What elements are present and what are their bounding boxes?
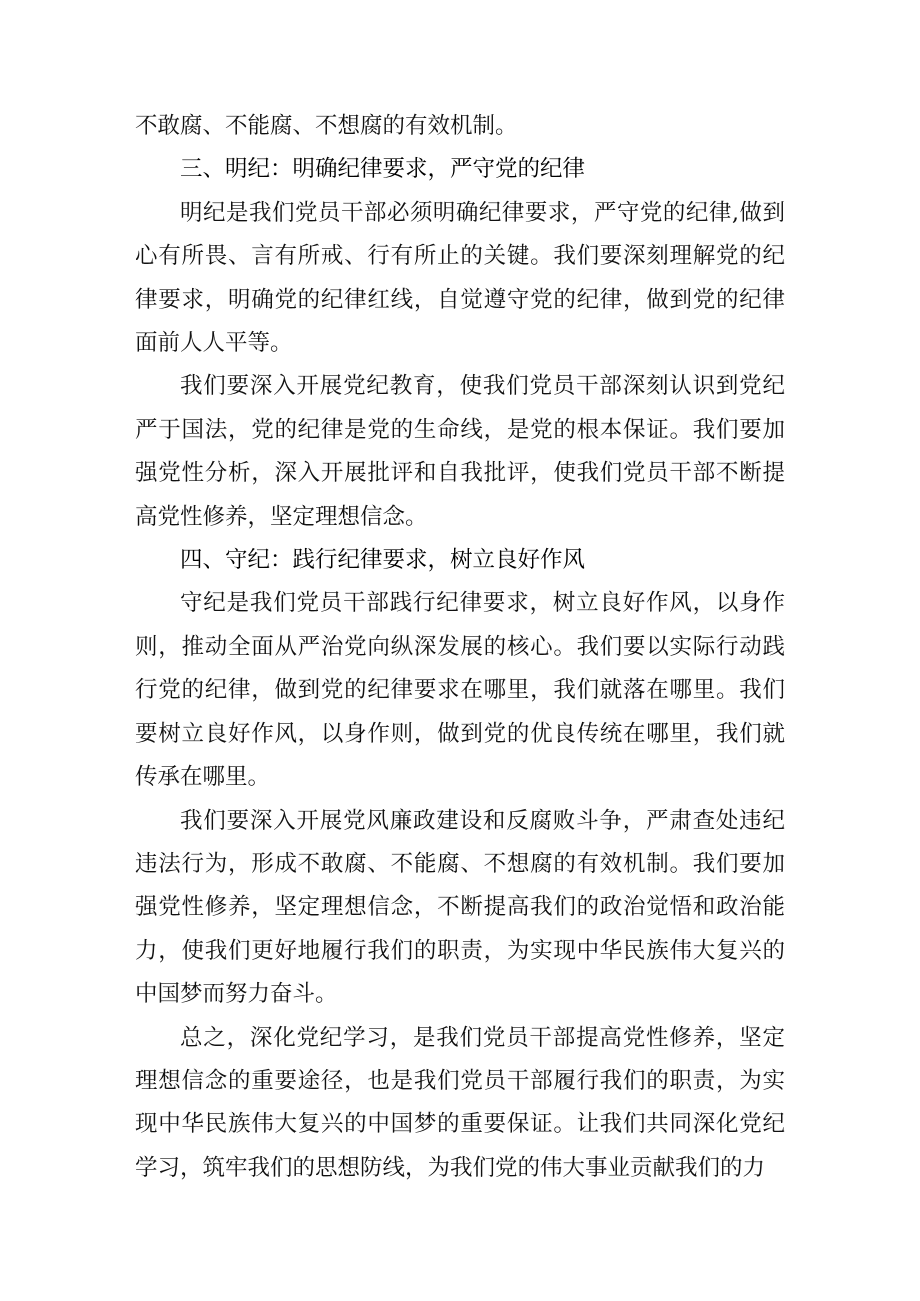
section-heading-4: 四、守纪：践行纪律要求，树立良好作风 [180, 547, 586, 574]
continued-paragraph: 不敢腐、不能腐、不想腐的有效机制。 [135, 113, 518, 139]
section-3-paragraph-1: 明纪是我们党员干部必须明确纪律要求，严守党的纪律,做到心有所畏、言有所戒、行有所止的关键。我们要深刻理解党的纪律要求，明确党的纪律红线，自觉遵守党的纪律，做到党的纪律面前人人平等。 [135, 199, 785, 357]
section-3-paragraph-2: 我们要深入开展党纪教育，使我们党员干部深刻认识到党纪严于国法，党的纪律是党的生命线，是党的根本保证。我们要加强党性分析，深入开展批评和自我批评，使我们党员干部不断提高党性修养，坚定理想信念。 [135, 373, 785, 530]
section-4-paragraph-1: 守纪是我们党员干部践行纪律要求，树立良好作风，以身作则，推动全面从严治党向纵深发展的核心。我们要以实际行动践行党的纪律，做到党的纪律要求在哪里，我们就落在哪里。我们要树立良好作风，以身作则，做到党的优良传统在哪里，我们就传承在哪里。 [135, 590, 785, 791]
section-heading-3: 三、明纪：明确纪律要求，严守党的纪律 [180, 156, 586, 183]
document-body [135, 105, 785, 1190]
section-4-paragraph-2: 我们要深入开展党风廉政建设和反腐败斗争，严肃查处违纪违法行为，形成不敢腐、不能腐、不想腐的有效机制。我们要加强党性修养，坚定理想信念，不断提高我们的政治觉悟和政治能力，使我们更好地履行我们的职责，为实现中华民族伟大复兴的中国梦而努力奋斗。 [135, 807, 785, 1008]
conclusion-paragraph: 总之，深化党纪学习，是我们党员干部提高党性修养，坚定理想信念的重要途径，也是我们党员干部履行我们的职责，为实现中华民族伟大复兴的中国梦的重要保证。让我们共同深化党纪学习，筑牢我们的思想防线，为我们党的伟大事业贡献我们的力 [135, 1024, 785, 1181]
